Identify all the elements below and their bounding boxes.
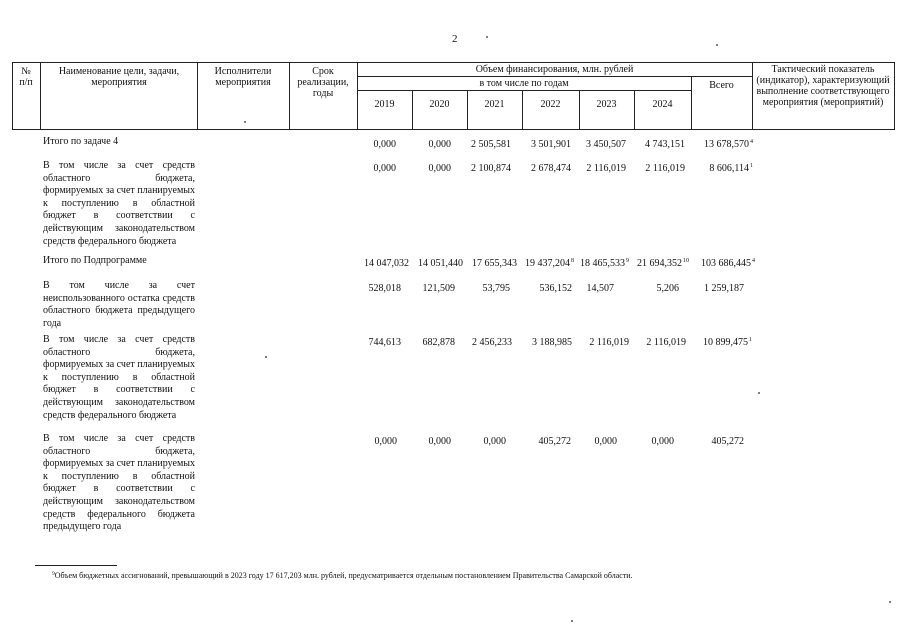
cell-2019: 14 047,032 [364,258,409,269]
cell-total: 13 678,570$^4$ [704,139,753,150]
header-year: 2023 [596,99,617,110]
cell-2019: 0,000 [374,436,397,447]
header-executors: Исполнители мероприятия [214,66,272,88]
footnote-text: Объем бюджетных ассигнований, превышающий в 2023 году 17 617,203 млн. рублей, предусматривается отдельным постановлением Правительства Самарской области. [54,571,633,580]
footnote-separator [35,565,117,566]
cell-2022: 3 501,901 [531,139,571,150]
row-label: В том числе за счет неиспользованного остатка средств областного бюджета предыдущего года [43,280,195,329]
header-name: Наименование цели, задачи, мероприятия [58,66,180,88]
footnote-mark: 9 [52,571,55,577]
page-number: 2 [452,33,458,45]
row-label: В том числе за счет средств областного бюджета, формируемых за счет планируемых к поступлению в областной бюджет в соответствии с действующим законодательством средств федерального бюджета предыдущего года [43,433,195,533]
cell-2020: 0,000 [428,436,451,447]
cell-2021: 17 655,343 [472,258,517,269]
scan-speck [758,392,760,394]
cell-2024: 2 116,019 [645,163,685,174]
cell-total: 103 686,445$^4$ [701,258,755,269]
scan-speck [486,36,488,38]
cell-total: 8 606,114$^1$ [709,163,753,174]
scan-speck [265,356,267,358]
row-label: Итого по Подпрограмме [43,255,147,266]
cell-2023: 3 450,507 [586,139,626,150]
header-num: № п/п [19,66,33,88]
cell-2020: 0,000 [428,139,451,150]
scan-speck [716,44,718,46]
cell-2022: 536,152 [539,283,572,294]
cell-total: 1 259,187 [704,283,744,294]
cell-2020: 121,509 [422,283,455,294]
scan-speck [244,121,246,123]
cell-2022: 19 437,204$^8$ [525,258,574,269]
header-year: 2022 [540,99,561,110]
cell-2022: 2 678,474 [531,163,571,174]
cell-2023: 2 116,019 [586,163,626,174]
footnote [52,571,633,580]
scan-speck [571,620,573,622]
header-term: Срок реализации, годы [297,66,349,99]
header-year: 2019 [374,99,395,110]
cell-2019: 528,018 [368,283,401,294]
cell-2023: 14,507 [586,283,614,294]
cell-2020: 682,878 [422,337,455,348]
cell-2024: 5,206 [656,283,679,294]
cell-2024: 4 743,151 [645,139,685,150]
cell-2023: 0,000 [594,436,617,447]
header-year: 2021 [484,99,505,110]
cell-2020: 0,000 [428,163,451,174]
header-year: 2020 [429,99,450,110]
cell-2023: 18 465,533$^9$ [580,258,629,269]
header-total: Всего [709,80,734,91]
cell-2019: 0,000 [373,163,396,174]
cell-2024: 2 116,019 [646,337,686,348]
header-funding: Объем финансирования, млн. рублей [475,64,634,75]
cell-total: 405,272 [711,436,744,447]
cell-2024: 21 694,352$^{10}$ [637,258,689,269]
cell-2021: 53,795 [482,283,510,294]
header-year: 2024 [652,99,673,110]
header-by-years: в том числе по годам [479,78,569,89]
cell-2019: 0,000 [373,139,396,150]
row-label: Итого по задаче 4 [43,136,119,147]
cell-total: 10 899,475$^1$ [703,337,752,348]
cell-2019: 744,613 [368,337,401,348]
cell-2020: 14 051,440 [418,258,463,269]
header-indicator: Тактический показатель (индикатор), характеризующий выполнение соответствующего мероприятия (мероприятий) [756,64,890,108]
scan-speck [889,601,891,603]
cell-2021: 0,000 [483,436,506,447]
row-label: В том числе за счет средств областного бюджета, формируемых за счет планируемых к поступлению в областной бюджет в соответствии с действующим законодательством средств федерального бюджета [43,334,195,421]
cell-2022: 3 188,985 [532,337,572,348]
cell-2021: 2 456,233 [472,337,512,348]
cell-2021: 2 100,874 [471,163,511,174]
table-header [12,62,895,130]
row-label: В том числе за счет средств областного бюджета, формируемых за счет планируемых к поступлению в областной бюджет в соответствии с действующим законодательством средств федерального бюджета [43,160,195,247]
cell-2024: 0,000 [651,436,674,447]
cell-2021: 2 505,581 [471,139,511,150]
cell-2022: 405,272 [538,436,571,447]
cell-2023: 2 116,019 [589,337,629,348]
